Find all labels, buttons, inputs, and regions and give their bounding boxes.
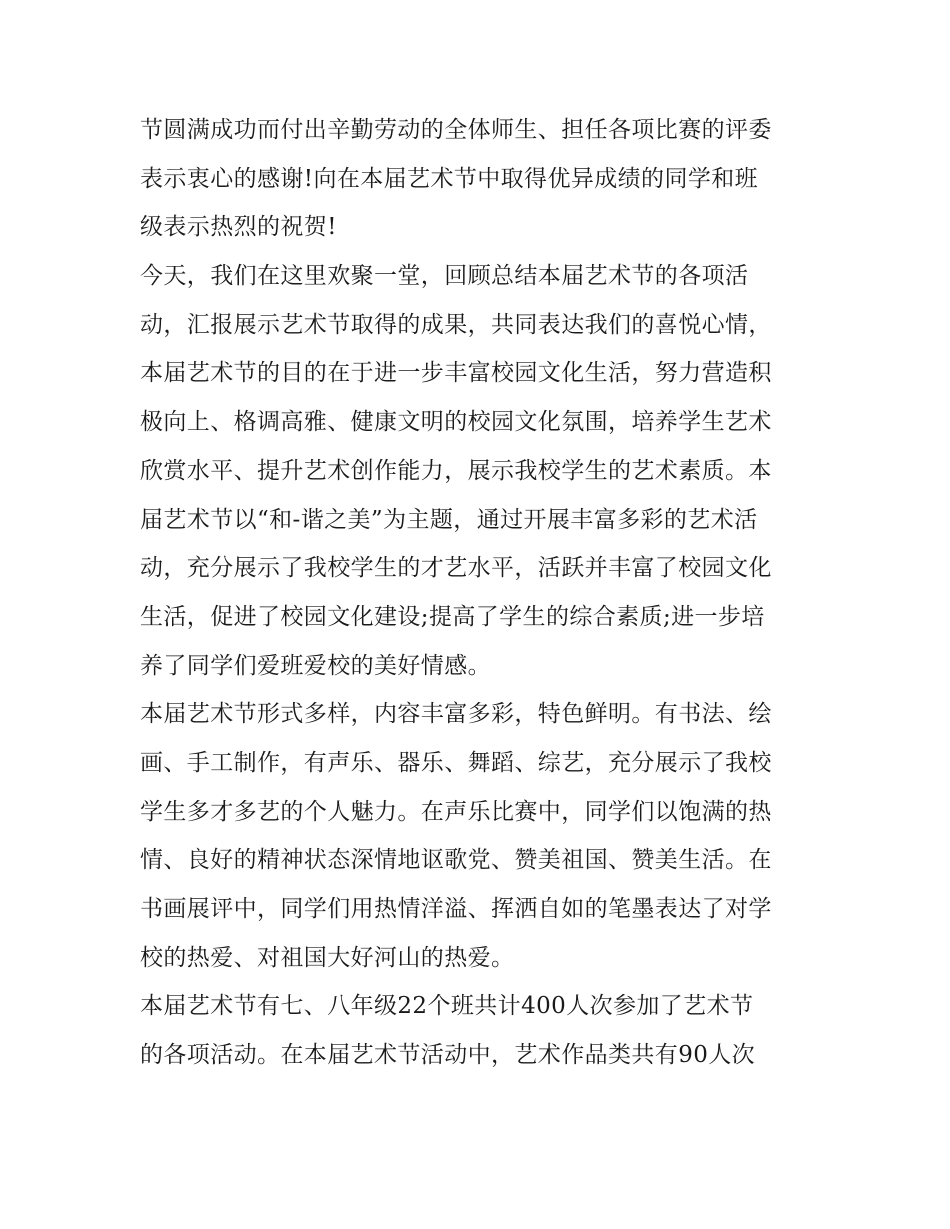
text-line: 本届艺术节有七、八年级22个班共计400人次参加了艺术节 bbox=[140, 993, 754, 1020]
text-line: 今天，我们在这里欢聚一堂，回顾总结本届艺术节的各项活 bbox=[140, 263, 749, 290]
text-line: 级表示热烈的祝贺! bbox=[140, 214, 337, 241]
text-line: 校的热爱、对祖国大好河山的热爱。 bbox=[140, 944, 515, 971]
text-line: 欣赏水平、提升艺术创作能力，展示我校学生的艺术素质。本 bbox=[140, 457, 772, 484]
text-line: 动，充分展示了我校学生的才艺水平，活跃并丰富了校园文化 bbox=[140, 555, 772, 582]
text-line: 动，汇报展示艺术节取得的成果，共同表达我们的喜悦心情， bbox=[140, 311, 772, 338]
text-line: 画、手工制作，有声乐、器乐、舞蹈、综艺，充分展示了我校 bbox=[140, 749, 772, 776]
text-line: 届艺术节以“和-谐之美”为主题，通过开展丰富多彩的艺术活 bbox=[140, 506, 758, 533]
text-line: 生活，促进了校园文化建设;提高了学生的综合素质;进一步培 bbox=[140, 603, 765, 630]
text-line: 学生多才多艺的个人魅力。在声乐比赛中，同学们以饱满的热 bbox=[140, 798, 772, 825]
text-line: 养了同学们爱班爱校的美好情感。 bbox=[140, 652, 491, 679]
text-line: 极向上、格调高雅、健康文明的校园文化氛围，培养学生艺术 bbox=[140, 409, 772, 436]
document-body bbox=[140, 106, 820, 1080]
text-line: 情、良好的精神状态深情地讴歌党、赞美祖国、赞美生活。在 bbox=[140, 847, 772, 874]
text-line: 本届艺术节的目的在于进一步丰富校园文化生活，努力营造积 bbox=[140, 360, 772, 387]
text-line: 表示衷心的感谢!向在本届艺术节中取得优异成绩的同学和班 bbox=[140, 165, 759, 192]
text-line: 节圆满成功而付出辛勤劳动的全体师生、担任各项比赛的评委 bbox=[140, 117, 772, 143]
text-line: 的各项活动。在本届艺术节活动中，艺术作品类共有90人次 bbox=[140, 1042, 756, 1069]
text-line: 书画展评中，同学们用热情洋溢、挥洒自如的笔墨表达了对学 bbox=[140, 896, 772, 922]
text-line: 本届艺术节形式多样，内容丰富多彩，特色鲜明。有书法、绘 bbox=[140, 701, 772, 728]
